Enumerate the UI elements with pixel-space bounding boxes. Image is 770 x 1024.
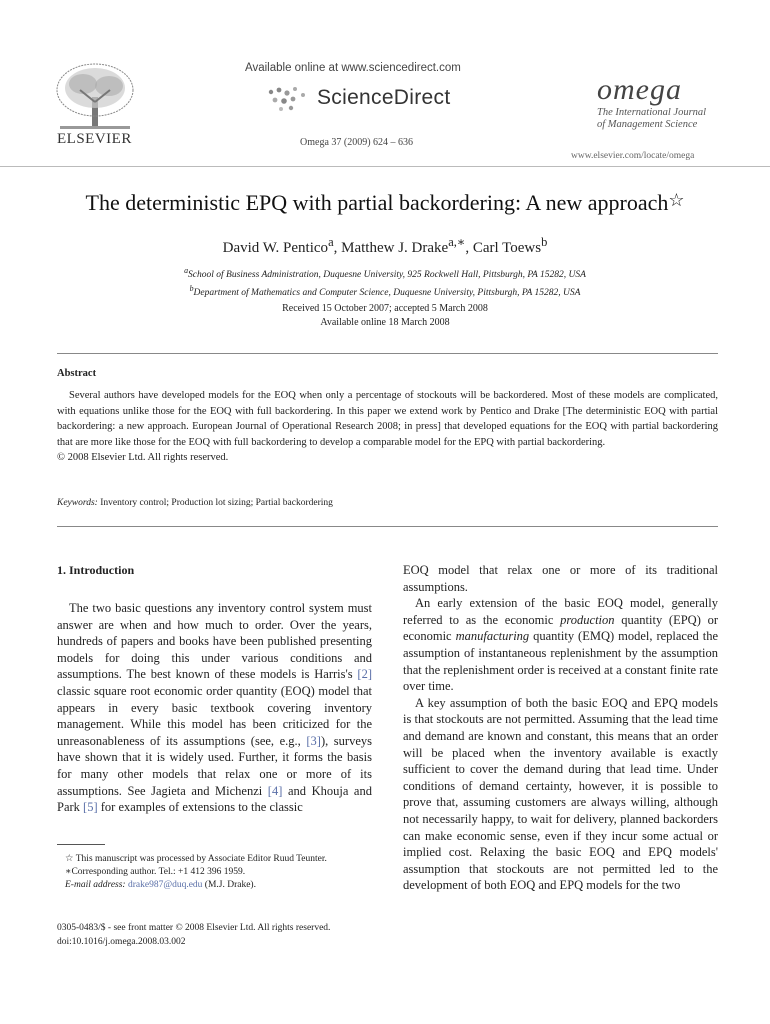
affiliation-text: Department of Mathematics and Computer Science, Duquesne University, Pittsburgh, PA 15282, USA bbox=[193, 288, 581, 299]
body-paragraph: A key assumption of both the basic EOQ and EPQ models is that stockouts are not permitted. Assuming that the lead time and demand are known and constant, this means that an order will be placed when the inventory available is exactly sufficient to cover the demand during that lead time. Under conditions of demand certainty, however, it is possible to prove that, assuming customers are always willing, although not necessarily happy, to wait for delivery, planned backorders can make economic sense, even if they incur some actual or implied cost. Relaxing the basic EOQ and EPQ models' assumption that stockouts are not permitted led to the development of both EOQ and EPQ models for the two bbox=[403, 695, 718, 893]
citation-link[interactable]: [4] bbox=[267, 783, 283, 798]
email-owner: (M.J. Drake). bbox=[204, 880, 256, 890]
abstract-body bbox=[57, 388, 718, 466]
body-text: classic square root economic order quantity (EOQ) model that appears in every basic textbook covering inventory management. While this model has been criticized for the unreasonableness of its assumptions (see, e.g., bbox=[57, 683, 372, 748]
footnote-rule bbox=[57, 844, 105, 845]
elsevier-tree-logo bbox=[55, 62, 135, 132]
available-date: Available online 18 March 2008 bbox=[320, 317, 450, 328]
section-heading: 1. Introduction bbox=[57, 563, 135, 577]
front-matter-info bbox=[57, 921, 330, 949]
footnote-text: This manuscript was processed by Associate Editor Ruud Teunter. bbox=[75, 854, 327, 864]
emphasis-text: production bbox=[560, 612, 615, 627]
author-affiliation-mark: a,∗ bbox=[448, 235, 466, 249]
footnote-text: Corresponding author. Tel.: +1 412 396 1959. bbox=[71, 867, 246, 877]
body-column-right bbox=[403, 562, 718, 894]
article-title bbox=[0, 190, 770, 216]
author-name[interactable]: Carl Toews bbox=[472, 240, 542, 256]
affiliation-b bbox=[0, 282, 770, 300]
citation-link[interactable]: [3] bbox=[306, 733, 321, 748]
article-dates bbox=[0, 302, 770, 330]
sciencedirect-wordmark: ScienceDirect bbox=[317, 86, 451, 109]
affiliations bbox=[0, 264, 770, 300]
footnote-email bbox=[57, 879, 372, 892]
citation-link[interactable]: [2] bbox=[357, 667, 372, 682]
footnote-star bbox=[57, 853, 372, 866]
author-name[interactable]: David W. Pentico bbox=[222, 240, 329, 256]
affiliation-text: School of Business Administration, Duquesne University, 925 Rockwell Hall, Pittsburgh, PA 15282, USA bbox=[188, 270, 586, 281]
affiliation-a bbox=[0, 264, 770, 282]
body-text: quantity (EPQ) or economic bbox=[403, 612, 718, 644]
author-list: David W. Pentico$^a$, Matthew J. Drake$^{a,∗}$, Carl Toews$^b$ bbox=[222, 235, 548, 256]
body-text: quantity (EMQ) model, replaced the assumption of instantaneous replenishment by the assumption that the replenishment order is received at a constant finite rate over time. bbox=[403, 629, 719, 694]
email-link[interactable]: drake987@duq.edu bbox=[127, 880, 203, 890]
keywords bbox=[57, 498, 333, 508]
available-online-text: Available online at www.sciencedirect.com bbox=[245, 62, 461, 74]
body-paragraph-continued: EOQ model that relax one or more of its traditional assumptions. bbox=[403, 563, 718, 594]
emphasis-text: manufacturing bbox=[455, 629, 530, 644]
received-date: Received 15 October 2007; accepted 5 March 2008 bbox=[282, 303, 488, 314]
title-footnote-mark[interactable]: ☆ bbox=[668, 190, 685, 210]
footnotes bbox=[57, 853, 372, 892]
journal-subtitle-line1: The International Journal bbox=[597, 107, 707, 118]
email-label: E-mail address: bbox=[65, 880, 126, 890]
footnote-mark: ∗ bbox=[65, 867, 72, 877]
body-paragraph bbox=[57, 600, 372, 816]
journal-subtitle bbox=[597, 107, 727, 131]
journal-subtitle-line2: of Management Science bbox=[597, 119, 698, 130]
journal-logo: omega bbox=[597, 73, 682, 106]
body-text: ), surveys have shown that it is widely used. Further, it forms the basis for many other models that relax one or more of its assumptions. See Jagieta and Michenzi bbox=[57, 733, 372, 798]
publisher-name: ELSEVIER bbox=[57, 131, 132, 147]
author-affiliation-mark: a bbox=[328, 235, 334, 249]
keywords-text: Inventory control; Production lot sizing; Partial backordering bbox=[100, 498, 333, 508]
header-divider bbox=[0, 166, 770, 167]
doi-line[interactable]: doi:10.1016/j.omega.2008.03.002 bbox=[57, 937, 186, 947]
body-paragraph bbox=[403, 595, 718, 695]
author-name[interactable]: Matthew J. Drake bbox=[341, 240, 449, 256]
body-text: for examples of extensions to the classic bbox=[97, 800, 303, 815]
journal-citation: Omega 37 (2009) 624 – 636 bbox=[300, 137, 414, 148]
abstract-heading: Abstract bbox=[57, 368, 97, 379]
abstract-top-rule bbox=[57, 353, 718, 354]
affiliation-mark: a bbox=[184, 266, 189, 275]
article-title-text: The deterministic EPQ with partial backordering: A new approach bbox=[85, 190, 669, 215]
abstract-bottom-rule bbox=[57, 526, 718, 527]
affiliation-mark: b bbox=[189, 284, 194, 294]
footnote-corresponding bbox=[57, 866, 372, 879]
footnote-mark: ☆ bbox=[65, 854, 74, 864]
issn-line: 0305-0483/$ - see front matter © 2008 Elsevier Ltd. All rights reserved. bbox=[57, 923, 331, 933]
body-column-left bbox=[57, 600, 372, 816]
citation-link[interactable]: [5] bbox=[83, 800, 98, 815]
abstract-copyright: © 2008 Elsevier Ltd. All rights reserved. bbox=[57, 452, 229, 463]
abstract-text: Several authors have developed models for the EOQ when only a percentage of stockouts will be backordered. Most of these models are complicated, with equations unlike those for the EOQ with full backordering. In this paper we extend work by Pentico and Drake [The deterministic EOQ with partial backordering: a new approach. European Journal of Operational Research 2008; in press] that developed equations for the EOQ with partial backordering that are more like those for the EOQ with full backordering to develop a comparable model for the EPQ with partial backordering. bbox=[57, 390, 718, 448]
body-text: An early extension of the basic EOQ model, generally referred to as the economic bbox=[403, 596, 718, 627]
body-text: The two basic questions any inventory control system must answer are when and how much to order. Over the years, hundreds of papers and books have been published presenting models for doing this under various conditions and assumptions. The best known of these models is Harris's bbox=[57, 601, 372, 682]
journal-url-link[interactable]: www.elsevier.com/locate/omega bbox=[571, 151, 695, 161]
author-affiliation-mark: b bbox=[541, 235, 548, 249]
body-text: and Khouja and Park bbox=[57, 783, 372, 815]
keywords-label: Keywords: bbox=[57, 498, 98, 508]
